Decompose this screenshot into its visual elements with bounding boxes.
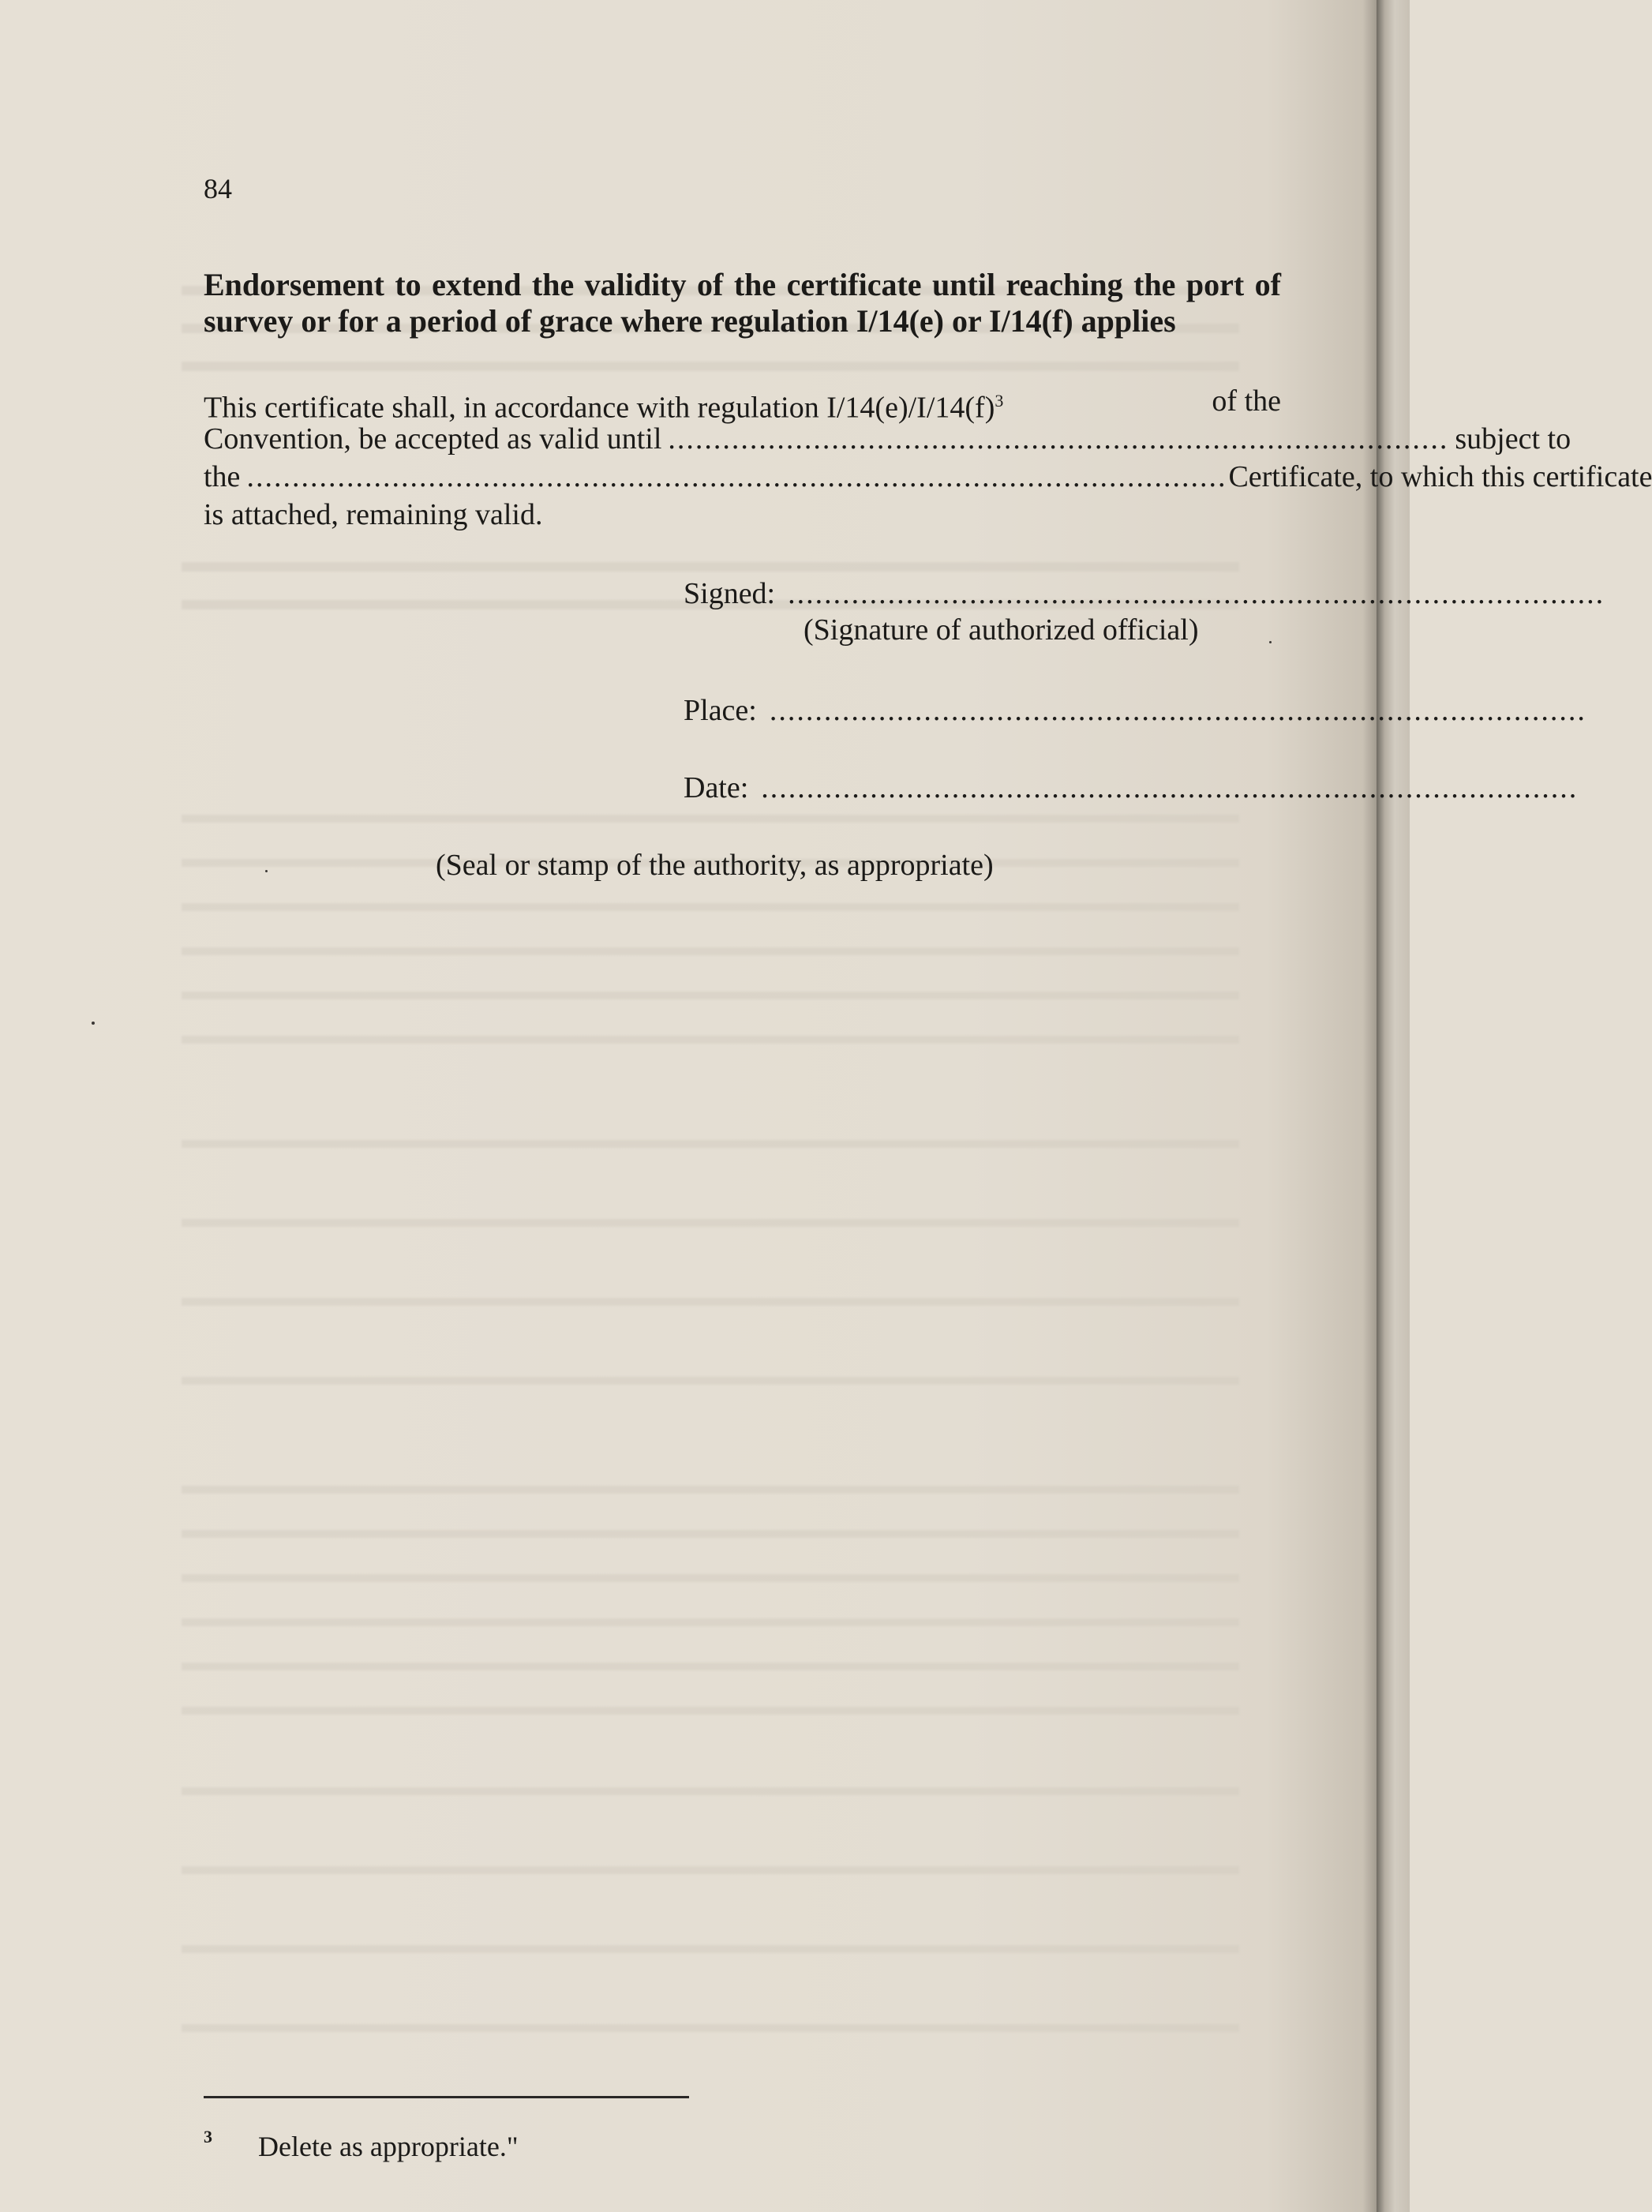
footnote-text: Delete as appropriate." xyxy=(258,2131,519,2162)
valid-until-blank[interactable]: ...................................................................................... xyxy=(668,422,1449,456)
paragraph-text: subject to xyxy=(1455,422,1571,456)
paragraph-line xyxy=(204,496,1281,534)
paragraph-text: is attached, remaining valid. xyxy=(204,498,543,531)
paragraph-text: of the xyxy=(1212,384,1281,418)
show-through-block xyxy=(182,1768,1239,2068)
place-field xyxy=(684,692,1586,729)
paper-speck xyxy=(1269,641,1272,643)
paragraph-text: Certificate, to which this certificate xyxy=(1228,460,1652,493)
date-blank[interactable]: .......................................................................................... xyxy=(761,771,1579,804)
paper-speck xyxy=(265,870,268,872)
paragraph-text: This certificate shall, in accordance with regulation $I/14(e)/I/14(f)^3$ xyxy=(204,391,1004,425)
show-through-block xyxy=(182,797,1239,1050)
paragraph-text: the xyxy=(204,460,241,493)
place-label: Place: xyxy=(684,694,757,727)
signed-label: Signed: xyxy=(684,577,776,610)
date-field xyxy=(684,769,1579,807)
paragraph-line xyxy=(204,382,1281,425)
paragraph-line xyxy=(204,420,1571,458)
section-heading: Endorsement to extend the validity of the certificate until reaching the port of survey or for a period of grace where regulation I/14(e) or I/14(f) applies xyxy=(204,267,1281,339)
seal-caption: (Seal or stamp of the authority, as appropriate) xyxy=(436,849,994,882)
signed-field xyxy=(684,575,1605,613)
footnote xyxy=(204,2122,519,2165)
endorsement-paragraph xyxy=(204,382,1652,534)
certificate-name-blank[interactable]: ............................................................................................................ xyxy=(246,460,1227,493)
footnote-reference: 3 xyxy=(995,391,1004,411)
footnote-divider xyxy=(204,2096,689,2098)
paragraph-line xyxy=(204,458,1652,496)
book-spine xyxy=(1377,0,1410,2212)
page-number: 84 xyxy=(204,173,232,204)
paragraph-text: Convention, be accepted as valid until xyxy=(204,422,662,456)
date-label: Date: xyxy=(684,771,749,804)
signature-caption: (Signature of authorized official) xyxy=(804,613,1199,647)
paper-speck xyxy=(92,1022,95,1025)
place-blank[interactable]: .......................................................................................... xyxy=(769,694,1586,727)
show-through-block xyxy=(182,1121,1239,1405)
signed-blank[interactable]: .......................................................................................... xyxy=(788,577,1605,610)
show-through-block xyxy=(182,1468,1239,1737)
footnote-marker: 3 xyxy=(204,2127,212,2146)
